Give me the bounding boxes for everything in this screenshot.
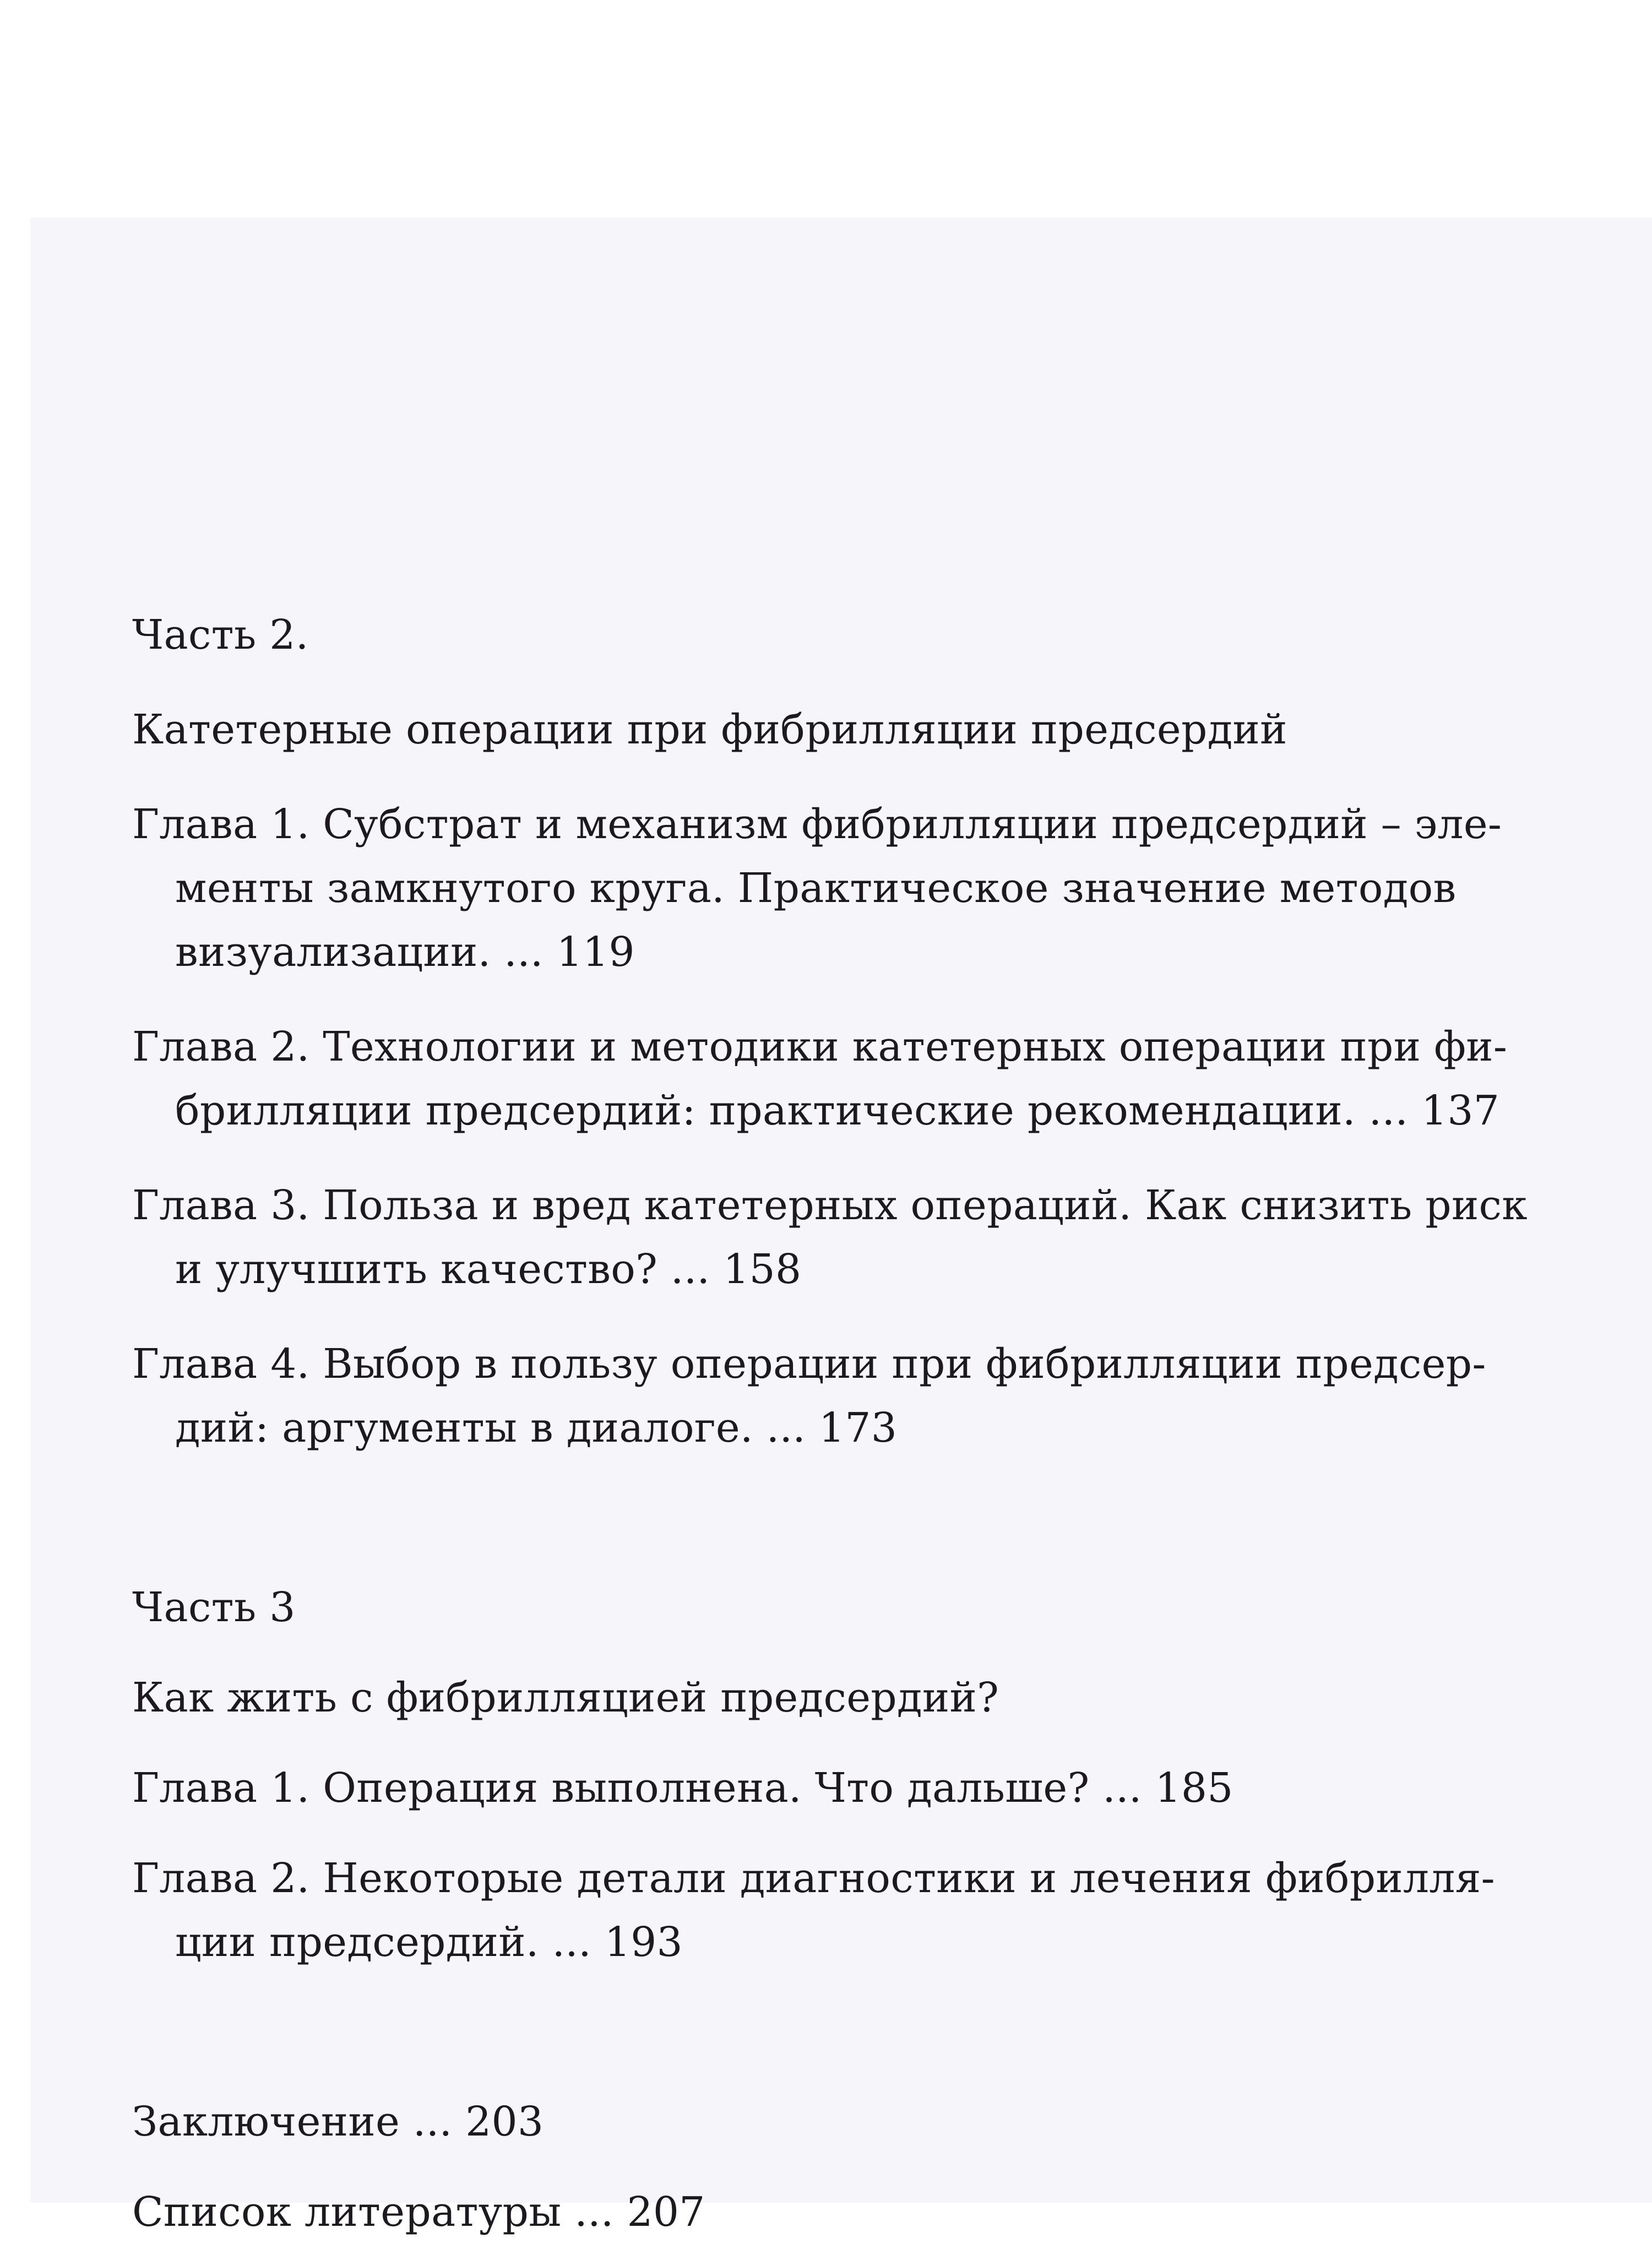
chapter-line: менты замкнутого круга. Практическое значение методов — [175, 865, 1457, 912]
bibliography-entry: Список литературы ... 207 — [132, 2188, 705, 2236]
part-2-chapter-4 — [132, 1332, 1641, 1460]
chapter-line: Глава 4. Выбор в пользу операции при фибрилляции предсер- — [132, 1340, 1486, 1388]
table-of-contents — [132, 603, 1641, 2244]
part-3-title: Как жить с фибрилляцией предсердий? — [132, 1674, 999, 1721]
part-2-title: Катетерные операции при фибрилляции предсердий — [132, 706, 1287, 753]
chapter-line: визуализации. ... 119 — [175, 928, 635, 976]
chapter-line: Глава 3. Польза и вред катетерных операций. Как снизить риск — [132, 1182, 1528, 1229]
part-3-chapter-2 — [132, 1846, 1641, 1974]
conclusion-entry: Заключение ... 203 — [132, 2098, 544, 2145]
part-2-chapter-2 — [132, 1015, 1641, 1143]
chapter-line: и улучшить качество? ... 158 — [175, 1246, 802, 1293]
chapter-line: Глава 2. Некоторые детали диагностики и лечения фибрилля- — [132, 1855, 1495, 1902]
book-page — [30, 218, 1652, 2236]
part-3-chapter-1 — [132, 1756, 1641, 1820]
part-2-chapter-1 — [132, 792, 1641, 984]
chapter-line: ции предсердий. ... 193 — [175, 1919, 683, 1966]
chapter-line: брилляции предсердий: практические рекомендации. ... 137 — [175, 1087, 1500, 1134]
chapter-line: Глава 2. Технологии и методики катетерных операции при фи- — [132, 1023, 1508, 1071]
chapter-line: Глава 1. Субстрат и механизм фибрилляции предсердий – эле- — [132, 801, 1502, 848]
chapter-line: Глава 1. Операция выполнена. Что дальше? ... 185 — [132, 1764, 1233, 1812]
part-2-label: Часть 2. — [132, 611, 309, 659]
chapter-line: дий: аргументы в диалоге. ... 173 — [175, 1404, 898, 1452]
part-2-chapter-3 — [132, 1173, 1641, 1301]
part-3-label: Часть 3 — [132, 1584, 296, 1631]
